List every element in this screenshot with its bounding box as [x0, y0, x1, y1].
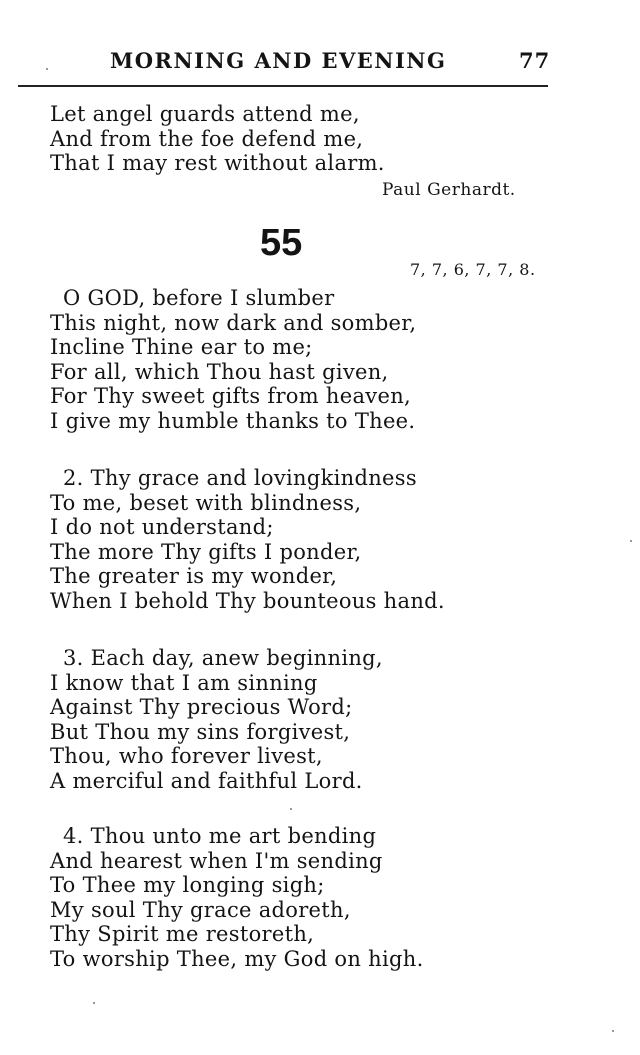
hymn-number: 55	[260, 222, 303, 264]
running-header	[0, 48, 640, 80]
verse-line: But Thou my sins forgivest,	[50, 719, 351, 744]
hymn-meter: 7, 7, 6, 7, 7, 8.	[410, 260, 536, 279]
verse-line: And hearest when I'm sending	[50, 848, 383, 873]
hymn-author: Paul Gerhardt.	[382, 180, 516, 200]
previous-hymn-ending	[50, 102, 385, 176]
verse-line: When I behold Thy bounteous hand.	[50, 588, 445, 613]
verse-line: To Thee my longing sigh;	[50, 873, 325, 898]
paper-speck	[630, 540, 632, 542]
stanza-4	[50, 824, 424, 972]
verse-line: I give my humble thanks to Thee.	[50, 408, 416, 433]
section-title: MORNING AND EVENING	[110, 48, 447, 73]
verse-line: Incline Thine ear to me;	[50, 335, 313, 360]
stanza-2	[50, 466, 445, 614]
verse-line: I know that I am sinning	[50, 670, 318, 695]
verse-line: Thou, who forever livest,	[50, 744, 323, 769]
verse-line: For all, which Thou hast given,	[50, 359, 389, 384]
verse-line: To me, beset with blindness,	[50, 490, 362, 515]
verse-line: Against Thy precious Word;	[50, 695, 353, 720]
stanza-3	[50, 646, 383, 794]
verse-line: 3. Each day, anew beginning,	[63, 646, 383, 670]
verse-line: The more Thy gifts I ponder,	[50, 539, 362, 564]
verse-line: The greater is my wonder,	[50, 564, 338, 589]
paper-speck	[93, 1002, 95, 1004]
verse-line: 2. Thy grace and lovingkindness	[63, 466, 417, 490]
verse-line: This night, now dark and somber,	[50, 310, 417, 335]
verse-line: And from the foe defend me,	[50, 126, 364, 151]
verse-line: For Thy sweet gifts from heaven,	[50, 384, 412, 409]
stanza-1	[50, 286, 416, 434]
paper-speck	[612, 1030, 614, 1032]
verse-line: O GOD, before I slumber	[63, 286, 335, 310]
page-number: 77	[519, 48, 551, 73]
paper-speck	[290, 808, 292, 810]
verse-line: Let angel guards attend me,	[50, 102, 360, 126]
verse-line: My soul Thy grace adoreth,	[50, 897, 351, 922]
paper-speck	[46, 68, 48, 70]
verse-line: 4. Thou unto me art bending	[63, 824, 377, 848]
verse-line: To worship Thee, my God on high.	[50, 946, 424, 971]
verse-line: I do not understand;	[50, 515, 274, 540]
verse-line: A merciful and faithful Lord.	[50, 768, 363, 793]
verse-line: That I may rest without alarm.	[50, 151, 385, 176]
verse-line: Thy Spirit me restoreth,	[50, 922, 315, 947]
header-rule	[18, 85, 548, 87]
